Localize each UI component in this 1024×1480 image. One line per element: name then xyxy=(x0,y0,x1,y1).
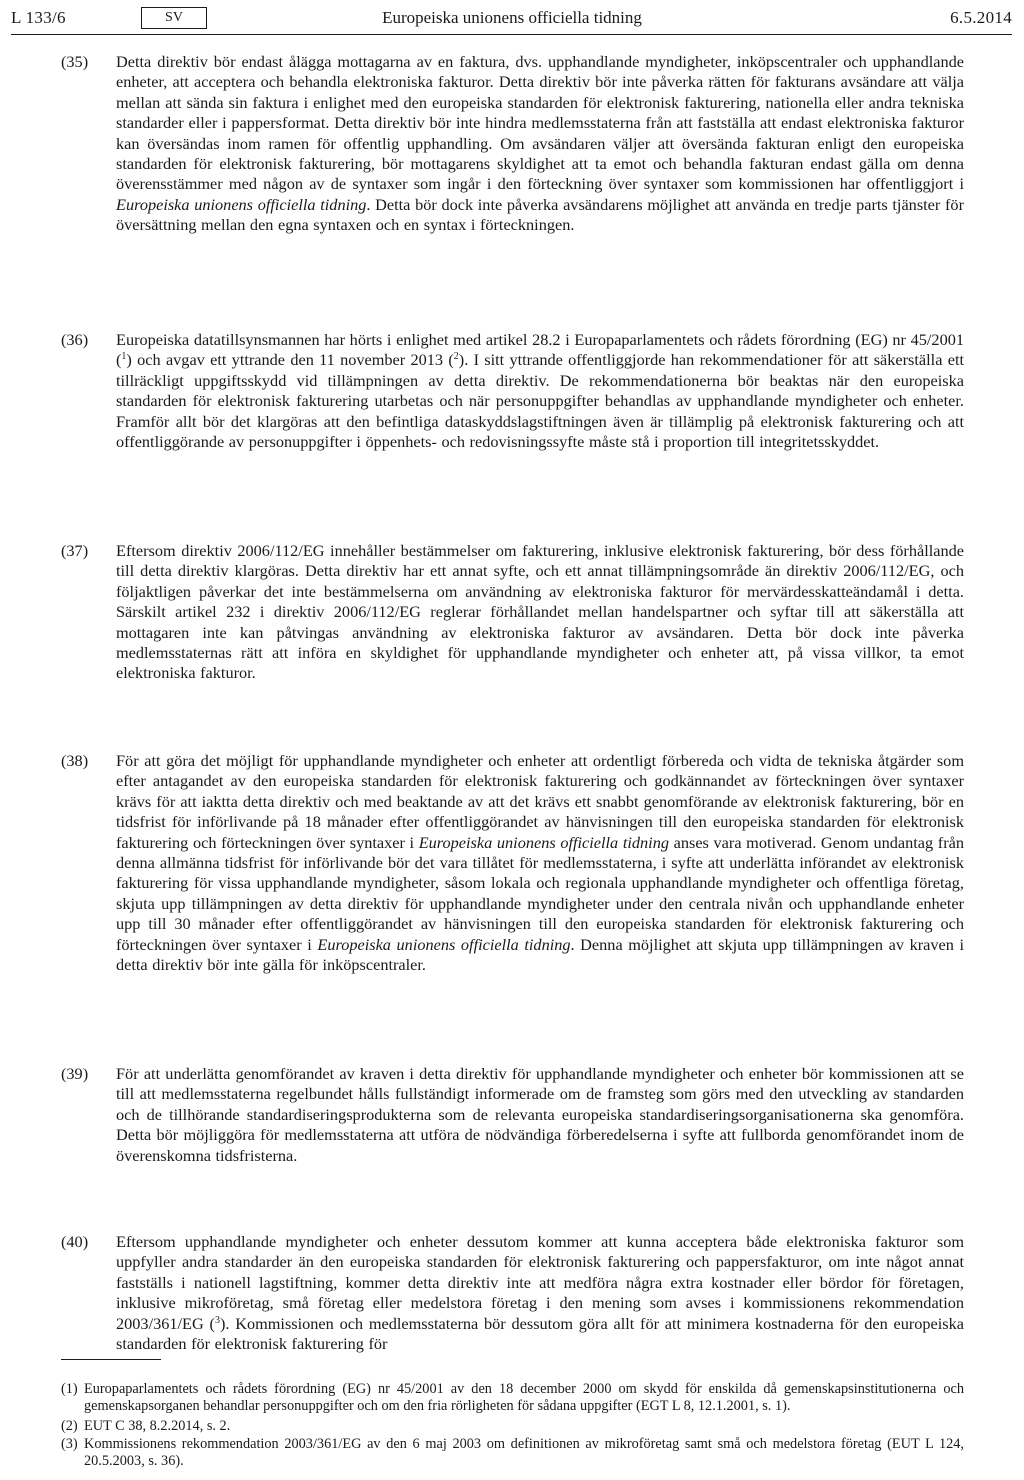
footnote-rule xyxy=(61,1359,161,1360)
recital-number: (39) xyxy=(61,1064,89,1083)
recital-number: (35) xyxy=(61,52,89,71)
language-box: SV xyxy=(141,7,207,29)
footnote-text: Kommissionens rekommendation 2003/361/EG av den 6 maj 2003 om definitionen av mikroföretag samt små och medelstora företag (EUT L 124, 20.5.2003, s. 36). xyxy=(84,1436,964,1470)
header-rule xyxy=(11,34,1012,35)
recital-number: (37) xyxy=(61,541,89,560)
footnote-text: EUT C 38, 8.2.2014, s. 2. xyxy=(84,1418,231,1434)
recital-text: För att underlätta genomförandet av kraven i detta direktiv för upphandlande myndigheter och enheter bör kommissionen att se till att medlemsstaterna regelbundet hålls fullständigt informerade om de framsteg som görs med den utveckling av standarden och de tillhörande standardiseringsprodukterna som de relevanta europeiska standardiseringsorganisationerna ska genomföra. Detta bör möjliggöra för medlemsstaterna att utföra de nödvändiga förberedelserna i syfte att fullborda genomförandet inom de överenskomna tidsfristerna. xyxy=(116,1064,964,1165)
footnote-text: Europaparlamentets och rådets förordning (EG) nr 45/2001 av den 18 december 2000 om skydd för enskilda då gemenskapsinstitutionerna och gemenskapsorganen behandlar personuppgifter och om den fria rörligheten för sådana uppgifter (EGT L 8, 12.1.2001, s. 1). xyxy=(84,1381,964,1415)
footnote-ref: 1 xyxy=(121,351,127,363)
page-header xyxy=(0,0,1024,36)
footnote-mark: (2) xyxy=(61,1418,78,1434)
footnote-mark: (3) xyxy=(61,1436,78,1452)
journal-name-italic: Europeiska unionens officiella tidning xyxy=(418,832,669,852)
recital-number: (36) xyxy=(61,330,89,349)
recital-text: Eftersom upphandlande myndigheter och enheter dessutom kommer att kunna acceptera både elektroniska fakturor som uppfyller andra standarder än den europeiska standarden för elektronisk fakturering och pappersfakturor, om inte något annat fastställs i nationell lagstiftning, kommer detta direktiv inte att medföra några extra kostnader eller bördor för företagen, inklusive mikroföretag, små företag eller medelstora företag i den mening som avses i kommissionens rekommendation 2003/361/EG ($^3$). Kommissionen och medlemsstaterna bör dessutom göra allt för att minimera kostnaderna för den europeiska standarden för elektronisk fakturering för xyxy=(116,1232,964,1354)
recital-text: Europeiska datatillsynsmannen har hörts i enlighet med artikel 28.2 i Europaparlamentets och rådets förordning (EG) nr 45/2001 ($^1$) och avgav ett yttrande den 11 november 2013 ($^2$). I sitt yttrande offentliggjorde han rekommendationer för att säkerställa ett tillräckligt uppgiftsskydd vid tillämpningen av detta direktiv. De rekommendationerna bör beaktas när den europeiska standarden för elektronisk fakturering utarbetas och när personuppgifter behandlas av upphandlande myndigheter och enheter. Framför allt bör det klargöras att den befintliga dataskyddslagstiftningen även är tillämplig på elektronisk fakturering och att offentliggörande av personuppgifter i öppenhets- och redovisningssyfte måste stå i proportion till integritetsskyddet. xyxy=(116,330,964,452)
footnote-ref: 3 xyxy=(214,1314,220,1326)
recital-text: Eftersom direktiv 2006/112/EG innehåller bestämmelser om fakturering, inklusive elektronisk fakturering, bör dess förhållande till detta direktiv klargöras. Detta direktiv har ett annat syfte, och ett annat tillämpningsområde än direktiv 2006/112/EG, och följaktligen påverkar det inte bestämmelserna om användning av elektroniska fakturor för mervärdesskatteändamål i detta. Särskilt artikel 232 i direktiv 2006/112/EG reglerar förhållandet mellan handelspartner och syftar till att säkerställa att mottagaren inte kan påtvingas användning av elektroniska fakturor av avsändaren. Detta bör dock inte påverka medlemsstaternas rätt att införa en skyldighet för upphandlande myndigheter och enheter att, på vissa villkor, ta emot elektroniska fakturor. xyxy=(116,541,964,683)
recital-text: För att göra det möjligt för upphandlande myndigheter och enheter att ordentligt förbereda och vidta de tekniska åtgärder som efter antagandet av den europeiska standarden för elektronisk fakturering och godkännandet av förteckningen över syntaxer krävs för att iaktta detta direktiv och med beaktande av att det krävs ett snabbt genomförande av elektronisk fakturering, bör en tidsfrist för införlivande på 18 månader efter offentliggörandet av hänvisningen till den europeiska standarden för elektronisk fakturering och förteckningen över syntaxer i Europeiska unionens officiella tidning anses vara motiverad. Genom undantag från denna allmänna tidsfrist för införlivande bör det vara tillåtet för medlemsstaterna, i syfte att underlätta införandet av elektronisk fakturering för vissa upphandlande myndigheter, såsom lokala och regionala upphandlande myndigheter och offentliga företag, skjuta upp tillämpningen av detta direktiv för upphandlande myndigheter under den centrala nivån och upphandlande enheter upp till 30 månader efter offentliggörandet av hänvisningen till den europeiska standarden för elektronisk fakturering och förteckningen över syntaxer i Europeiska unionens officiella tidning. Denna möjlighet att skjuta upp tillämpningen av kraven i detta direktiv bör inte gälla för inköpscentraler. xyxy=(116,751,965,975)
recital-text: Detta direktiv bör endast ålägga mottagarna av en faktura, dvs. upphandlande myndigheter, inköpscentraler och upphandlande enheter, att acceptera och behandla elektroniska fakturor. Detta direktiv bör inte påverka rätten för fakturans avsändare att välja mellan att sända sin faktura i enlighet med den europeiska standarden för elektronisk fakturering, nationella eller andra tekniska standarder eller i pappersformat. Detta direktiv bör inte hindra medlemsstaterna från att fastställa att endast elektroniska fakturor kan översändas inom ramen för offentlig upphandling. Om avsändaren väljer att översända fakturan enligt den europeiska standarden för elektronisk fakturering, bör mottagarens skyldighet att ta emot och behandla fakturan endast gälla om denna överensstämmer med någon av de syntaxer som ingår i den förteckning över syntaxer som kommissionen har offentliggjort i Europeiska unionens officiella tidning. Detta bör dock inte påverka avsändarens möjlighet att använda en tredje parts tjänster för översättning mellan den egna syntaxen och en syntax i förteckningen. xyxy=(116,52,964,235)
journal-title: Europeiska unionens officiella tidning xyxy=(382,8,642,27)
recital-number: (40) xyxy=(61,1232,89,1251)
recital-number: (38) xyxy=(61,751,89,770)
publication-date: 6.5.2014 xyxy=(950,8,1012,27)
journal-name-italic: Europeiska unionens officiella tidning xyxy=(317,934,571,954)
page-reference: L 133/6 xyxy=(11,8,66,27)
journal-name-italic: Europeiska unionens officiella tidning xyxy=(116,194,367,214)
footnote-ref: 2 xyxy=(453,351,459,363)
footnote-mark: (1) xyxy=(61,1381,78,1397)
